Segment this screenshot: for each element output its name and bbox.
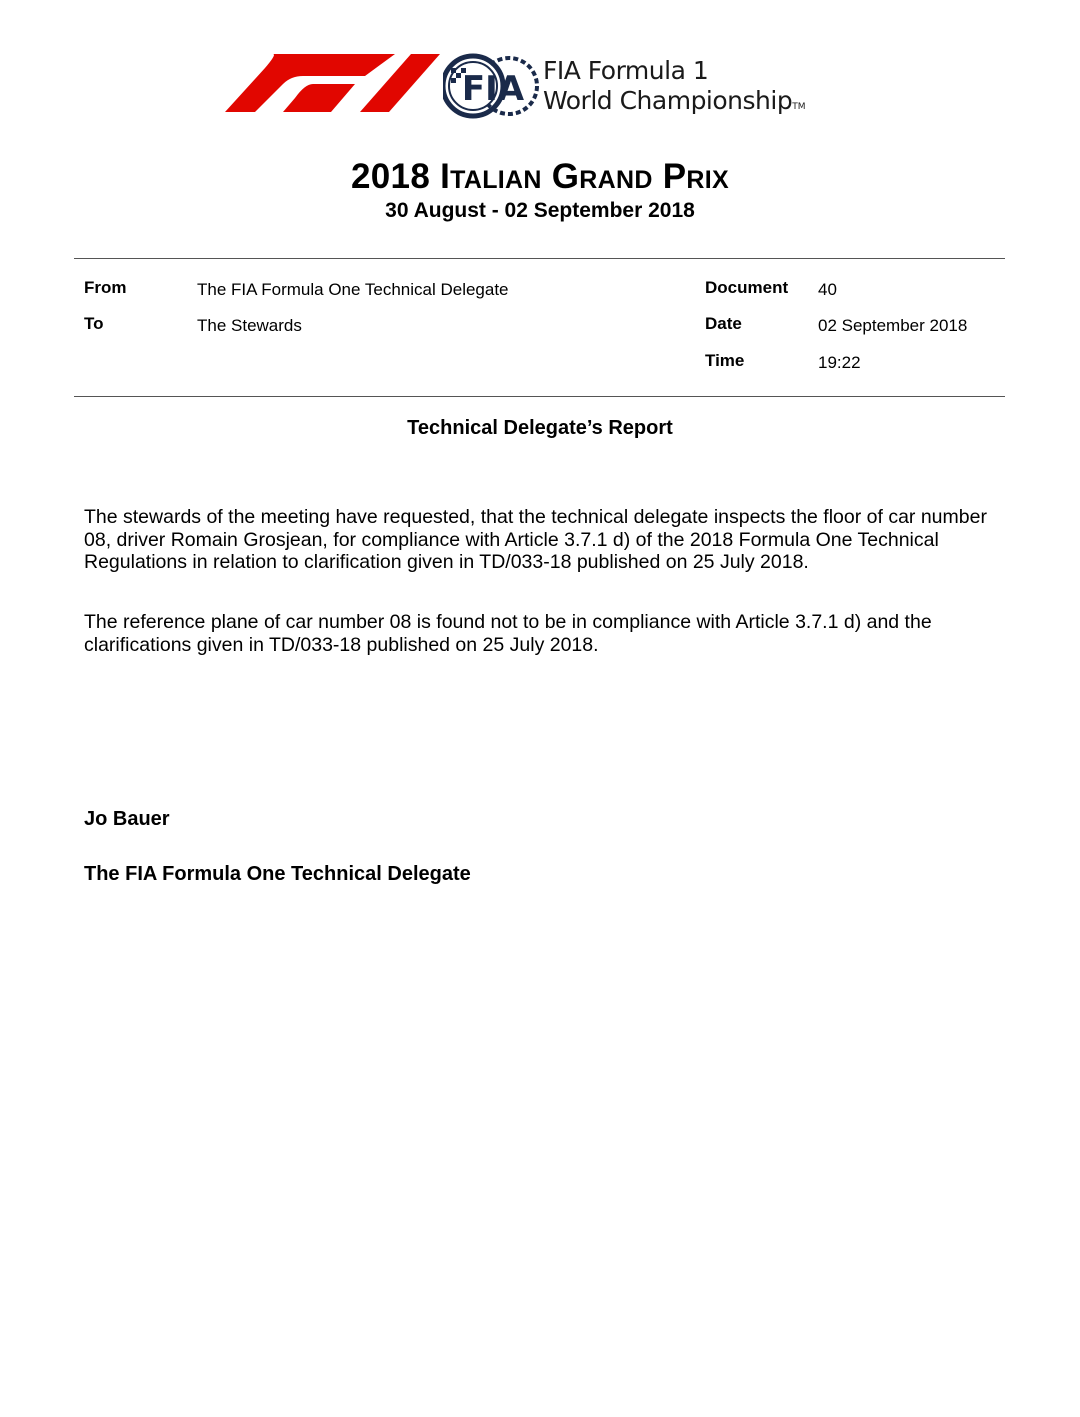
wordmark-line2: World Championship — [543, 86, 793, 115]
report-title: Technical Delegate’s Report — [407, 417, 673, 439]
date-label: Date — [705, 314, 742, 333]
wordmark-line1: FIA Formula 1 — [543, 56, 709, 85]
championship-wordmark — [543, 56, 805, 122]
signatory-name: Jo Bauer — [84, 808, 170, 830]
from-value: The FIA Formula One Technical Delegate — [197, 280, 509, 299]
report-paragraph: The reference plane of car number 08 is found not to be in compliance with Article 3.7.1 d) and the clarifications given in TD/033-18 published on 25 July 2018. — [84, 611, 932, 656]
fia-emblem-icon — [443, 50, 539, 122]
date-value: 02 September 2018 — [818, 316, 968, 335]
to-label: To — [84, 314, 104, 333]
wordmark-line2-wrap — [543, 86, 805, 122]
time-label: Time — [705, 351, 745, 370]
signatory-role: The FIA Formula One Technical Delegate — [84, 863, 471, 885]
document-value: 40 — [818, 280, 837, 299]
report-paragraph: The stewards of the meeting have requested, that the technical delegate inspects the floor of car number 08, driver Romain Grosjean, for compliance with Article 3.7.1 d) of the 2018 Formula One Technical Regulations in relation to clarification given in TD/033-18 published on 25 July 2018. — [84, 506, 987, 573]
to-value: The Stewards — [197, 316, 302, 335]
event-dates: 30 August - 02 September 2018 — [385, 199, 695, 222]
event-title: 2018 Italian Grand Prix — [351, 157, 729, 196]
f1-logo-icon — [225, 54, 440, 112]
document-label: Document — [705, 278, 789, 297]
trademark: TM — [792, 102, 806, 112]
header-bottom-divider — [74, 396, 1005, 397]
header-top-divider — [74, 258, 1005, 259]
fia-text: FIA — [461, 69, 525, 109]
from-label: From — [84, 278, 127, 297]
time-value: 19:22 — [818, 353, 861, 372]
f1-fia-logo — [225, 50, 885, 122]
